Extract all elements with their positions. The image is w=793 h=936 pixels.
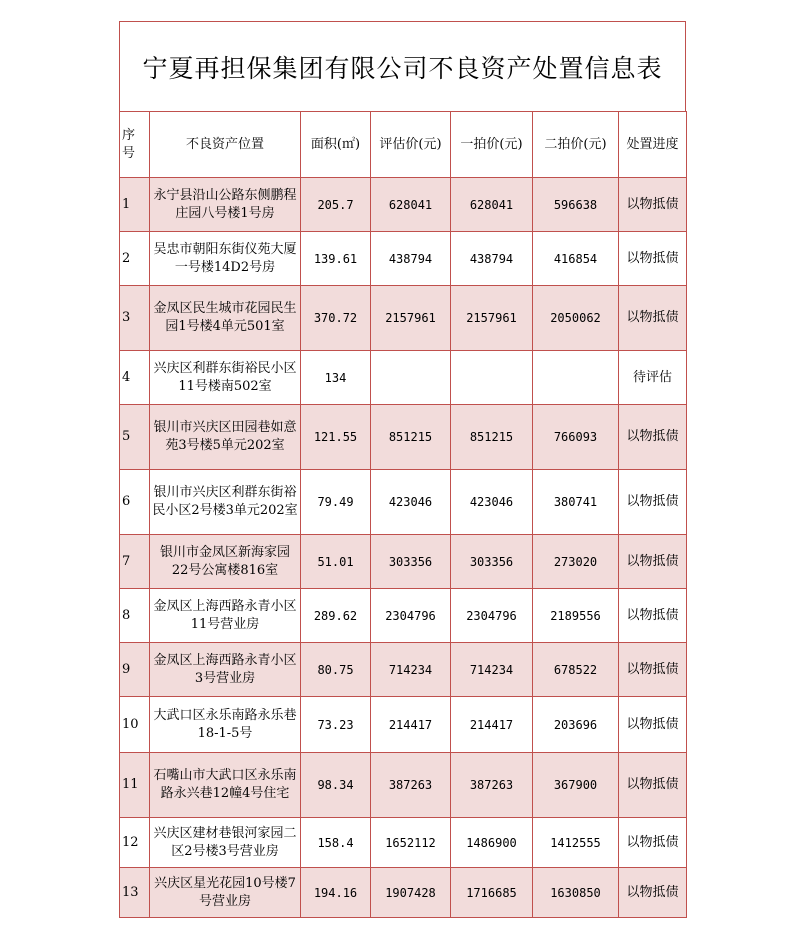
cell-second-bid: 203696 [533, 697, 619, 753]
cell-seq: 7 [120, 535, 150, 589]
cell-progress: 以物抵债 [619, 405, 687, 470]
cell-seq: 11 [120, 753, 150, 818]
cell-location: 金凤区上海西路永青小区3号营业房 [150, 643, 301, 697]
header-progress: 处置进度 [619, 112, 687, 178]
table-row [120, 818, 687, 868]
cell-appraisal: 303356 [371, 535, 451, 589]
table-row [120, 868, 687, 918]
cell-appraisal: 714234 [371, 643, 451, 697]
cell-area: 194.16 [301, 868, 371, 918]
cell-progress: 以物抵债 [619, 643, 687, 697]
cell-appraisal: 1907428 [371, 868, 451, 918]
cell-appraisal: 628041 [371, 178, 451, 232]
cell-location: 银川市兴庆区利群东街裕民小区2号楼3单元202室 [150, 470, 301, 535]
cell-location: 大武口区永乐南路永乐巷18-1-5号 [150, 697, 301, 753]
header-seq: 序号 [120, 112, 150, 178]
cell-second-bid: 678522 [533, 643, 619, 697]
header-appraisal: 评估价(元) [371, 112, 451, 178]
cell-appraisal: 438794 [371, 232, 451, 286]
cell-progress: 以物抵债 [619, 286, 687, 351]
cell-second-bid: 596638 [533, 178, 619, 232]
page-title: 宁夏再担保集团有限公司不良资产处置信息表 [142, 53, 663, 83]
table-row [120, 697, 687, 753]
cell-area: 370.72 [301, 286, 371, 351]
cell-progress: 以物抵债 [619, 868, 687, 918]
table-row [120, 535, 687, 589]
cell-appraisal: 387263 [371, 753, 451, 818]
table-row [120, 232, 687, 286]
cell-area: 51.01 [301, 535, 371, 589]
cell-area: 79.49 [301, 470, 371, 535]
cell-appraisal: 214417 [371, 697, 451, 753]
cell-first-bid [451, 351, 533, 405]
cell-location: 兴庆区利群东街裕民小区11号楼南502室 [150, 351, 301, 405]
cell-progress: 以物抵债 [619, 753, 687, 818]
asset-table [119, 111, 687, 918]
cell-location: 银川市兴庆区田园巷如意苑3号楼5单元202室 [150, 405, 301, 470]
cell-appraisal: 423046 [371, 470, 451, 535]
cell-seq: 4 [120, 351, 150, 405]
cell-seq: 13 [120, 868, 150, 918]
cell-area: 73.23 [301, 697, 371, 753]
cell-second-bid: 766093 [533, 405, 619, 470]
cell-second-bid: 1412555 [533, 818, 619, 868]
table-row [120, 470, 687, 535]
cell-second-bid: 416854 [533, 232, 619, 286]
cell-appraisal: 2157961 [371, 286, 451, 351]
cell-first-bid: 628041 [451, 178, 533, 232]
header-area: 面积(㎡) [301, 112, 371, 178]
cell-location: 永宁县沿山公路东侧鹏程庄园八号楼1号房 [150, 178, 301, 232]
cell-area: 121.55 [301, 405, 371, 470]
cell-seq: 1 [120, 178, 150, 232]
cell-area: 80.75 [301, 643, 371, 697]
cell-progress: 以物抵债 [619, 818, 687, 868]
cell-progress: 待评估 [619, 351, 687, 405]
cell-area: 139.61 [301, 232, 371, 286]
cell-first-bid: 714234 [451, 643, 533, 697]
cell-appraisal: 2304796 [371, 589, 451, 643]
header-second-bid: 二拍价(元) [533, 112, 619, 178]
cell-location: 兴庆区建材巷银河家园二区2号楼3号营业房 [150, 818, 301, 868]
cell-progress: 以物抵债 [619, 178, 687, 232]
cell-area: 134 [301, 351, 371, 405]
cell-seq: 2 [120, 232, 150, 286]
table-row [120, 178, 687, 232]
cell-location: 吴忠市朝阳东街仪苑大厦一号楼14D2号房 [150, 232, 301, 286]
cell-first-bid: 214417 [451, 697, 533, 753]
table-row [120, 286, 687, 351]
cell-seq: 3 [120, 286, 150, 351]
cell-first-bid: 1486900 [451, 818, 533, 868]
cell-location: 石嘴山市大武口区永乐南路永兴巷12幢4号住宅 [150, 753, 301, 818]
cell-second-bid: 2050062 [533, 286, 619, 351]
cell-second-bid: 273020 [533, 535, 619, 589]
cell-second-bid: 380741 [533, 470, 619, 535]
cell-first-bid: 2304796 [451, 589, 533, 643]
title-box [119, 21, 686, 111]
cell-progress: 以物抵债 [619, 470, 687, 535]
cell-second-bid [533, 351, 619, 405]
cell-second-bid: 367900 [533, 753, 619, 818]
cell-seq: 12 [120, 818, 150, 868]
cell-seq: 10 [120, 697, 150, 753]
cell-location: 金凤区上海西路永青小区11号营业房 [150, 589, 301, 643]
cell-progress: 以物抵债 [619, 232, 687, 286]
asset-disposal-sheet [119, 21, 686, 918]
cell-progress: 以物抵债 [619, 535, 687, 589]
header-row [120, 112, 687, 178]
table-row [120, 405, 687, 470]
cell-second-bid: 1630850 [533, 868, 619, 918]
cell-seq: 9 [120, 643, 150, 697]
cell-first-bid: 438794 [451, 232, 533, 286]
cell-second-bid: 2189556 [533, 589, 619, 643]
table-row [120, 753, 687, 818]
cell-seq: 5 [120, 405, 150, 470]
cell-first-bid: 1716685 [451, 868, 533, 918]
cell-appraisal [371, 351, 451, 405]
cell-location: 兴庆区星光花园10号楼7号营业房 [150, 868, 301, 918]
cell-seq: 8 [120, 589, 150, 643]
cell-appraisal: 851215 [371, 405, 451, 470]
cell-appraisal: 1652112 [371, 818, 451, 868]
cell-first-bid: 851215 [451, 405, 533, 470]
header-first-bid: 一拍价(元) [451, 112, 533, 178]
cell-area: 205.7 [301, 178, 371, 232]
cell-area: 98.34 [301, 753, 371, 818]
cell-location: 银川市金凤区新海家园22号公寓楼816室 [150, 535, 301, 589]
table-row [120, 643, 687, 697]
cell-progress: 以物抵债 [619, 589, 687, 643]
cell-first-bid: 423046 [451, 470, 533, 535]
cell-area: 289.62 [301, 589, 371, 643]
table-row [120, 589, 687, 643]
cell-first-bid: 2157961 [451, 286, 533, 351]
header-location: 不良资产位置 [150, 112, 301, 178]
cell-progress: 以物抵债 [619, 697, 687, 753]
cell-first-bid: 303356 [451, 535, 533, 589]
cell-area: 158.4 [301, 818, 371, 868]
table-row [120, 351, 687, 405]
cell-first-bid: 387263 [451, 753, 533, 818]
cell-seq: 6 [120, 470, 150, 535]
cell-location: 金凤区民生城市花园民生园1号楼4单元501室 [150, 286, 301, 351]
